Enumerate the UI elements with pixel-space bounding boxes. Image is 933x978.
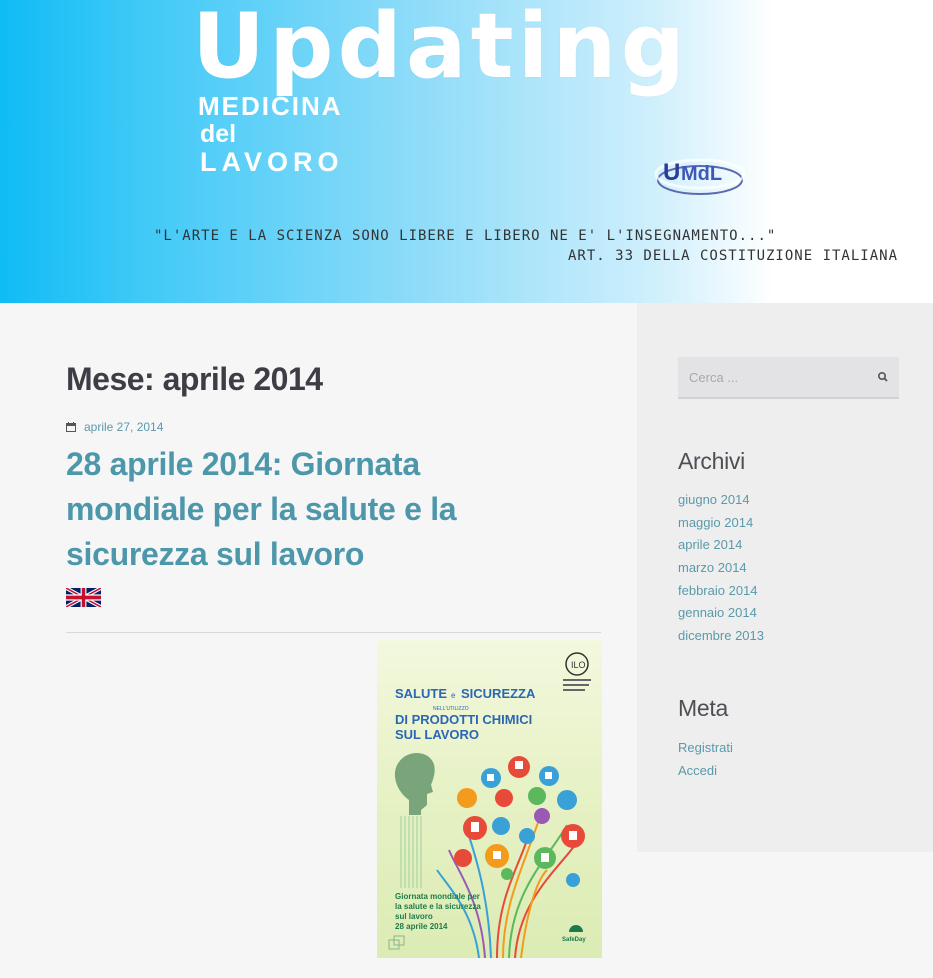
archive-link[interactable]: marzo 2014 <box>678 560 747 576</box>
poster-small: NELL'UTILIZZO <box>433 706 469 712</box>
poster-line-3: DI PRODOTTI CHIMICI <box>395 712 533 727</box>
archive-item[interactable] <box>678 580 764 603</box>
archive-link[interactable]: maggio 2014 <box>678 514 754 530</box>
post-date[interactable] <box>66 420 163 434</box>
banner-subtitle-line-2: del <box>200 120 237 148</box>
search-form <box>678 357 899 399</box>
umdl-logo <box>653 150 748 210</box>
search-button[interactable] <box>873 367 893 387</box>
svg-text:ILO: ILO <box>571 660 586 670</box>
sidebar <box>637 303 933 852</box>
archive-link[interactable]: dicembre 2013 <box>678 628 764 644</box>
banner-subtitle-line-3: LAVORO <box>200 147 344 177</box>
login-link[interactable]: Accedi <box>678 762 718 778</box>
archive-item[interactable] <box>678 557 764 580</box>
archive-item[interactable] <box>678 602 764 625</box>
search-icon <box>873 367 893 387</box>
poster-heading-2: SICUREZZA <box>461 686 536 701</box>
poster-heading-e: e <box>451 691 456 700</box>
svg-text:U: U <box>663 159 681 186</box>
archive-item[interactable] <box>678 512 764 535</box>
banner-quote-source: ART. 33 DELLA COSTITUZIONE ITALIANA <box>568 248 899 264</box>
main-content <box>0 303 637 978</box>
poster-footer-line-3: sul lavoro <box>395 912 433 921</box>
svg-text:MdL: MdL <box>681 163 723 185</box>
meta-title: Meta <box>678 695 728 721</box>
poster-heading-1: SALUTE <box>395 686 447 701</box>
poster-footer-line-2: la salute e la sicurezza <box>395 902 481 911</box>
safeday-poster-image[interactable] <box>377 640 602 958</box>
poster-brand: SafeDay <box>562 937 586 943</box>
banner-title: Updating <box>192 0 690 99</box>
archive-item[interactable] <box>678 489 764 512</box>
archivi-title: Archivi <box>678 448 745 474</box>
archive-link[interactable]: giugno 2014 <box>678 492 750 507</box>
archive-item[interactable] <box>678 534 764 557</box>
post-title-link[interactable]: 28 aprile 2014: Giornata mondiale per la salute e la sicurezza sul lavoro <box>66 446 457 572</box>
page-title: Mese: aprile 2014 <box>66 361 323 397</box>
archive-item[interactable] <box>678 625 764 648</box>
meta-item[interactable] <box>678 737 733 760</box>
calendar-icon <box>66 422 76 432</box>
archivi-list <box>678 489 764 648</box>
post-date-link[interactable]: aprile 27, 2014 <box>84 420 164 434</box>
uk-flag-icon[interactable] <box>66 588 101 607</box>
post-divider <box>66 632 601 633</box>
banner-quote: "L'ARTE E LA SCIENZA SONO LIBERE E LIBERO NE E' L'INSEGNAMENTO..." <box>154 228 777 244</box>
meta-item[interactable] <box>678 760 733 783</box>
archive-link[interactable]: gennaio 2014 <box>678 605 757 621</box>
banner-subtitle-line-1: MEDICINA <box>198 91 343 121</box>
poster-footer-line-1: Giornata mondiale per <box>395 892 480 901</box>
meta-list <box>678 737 733 782</box>
poster-line-4: SUL LAVORO <box>395 727 480 742</box>
poster-footer-line-4: 28 aprile 2014 <box>395 922 448 931</box>
header-banner[interactable] <box>0 0 933 303</box>
archive-link[interactable]: aprile 2014 <box>678 537 743 553</box>
search-input[interactable] <box>678 357 858 397</box>
register-link[interactable]: Registrati <box>678 740 733 755</box>
archive-link[interactable]: febbraio 2014 <box>678 582 758 598</box>
